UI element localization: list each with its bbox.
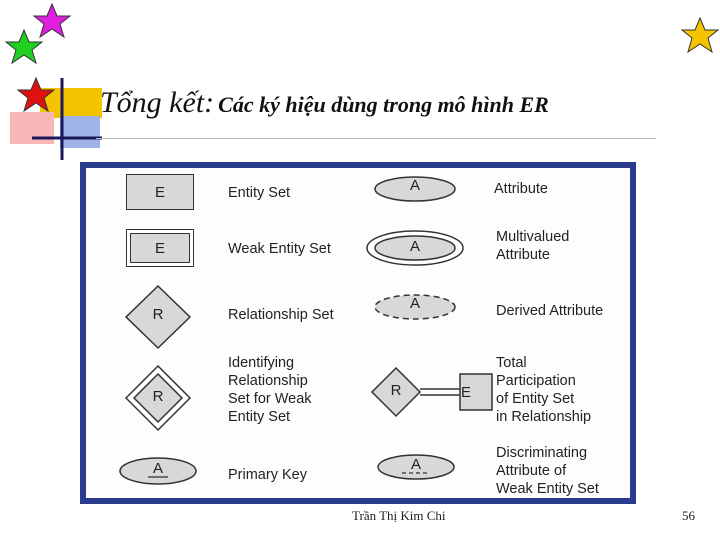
page-title — [100, 86, 549, 120]
discriminating-attribute-letter: A — [410, 456, 421, 473]
er-notation-panel — [80, 162, 636, 504]
weak-entity-letter: E — [154, 239, 165, 257]
label-multivalued-attribute: Multivalued Attribute — [496, 229, 570, 263]
title-divider — [96, 138, 656, 139]
entity-letter: E — [154, 183, 165, 201]
title-sub: Các ký hiệu dùng trong mô hình ER — [218, 92, 549, 117]
label-total-participation: Total Participation of Entity Set in Relationship — [496, 355, 592, 425]
identifying-relationship-letter: R — [152, 388, 164, 405]
label-discriminating-attribute: Discriminating Attribute of Weak Entity Set — [496, 445, 599, 497]
decorative-stars — [0, 0, 110, 170]
er-notation-table — [86, 168, 630, 498]
green-star-icon — [6, 30, 42, 63]
label-relationship-set: Relationship Set — [228, 307, 334, 323]
total-participation-entity-letter: E — [460, 384, 471, 401]
label-weak-entity-set: Weak Entity Set — [228, 241, 331, 257]
multivalued-attribute-letter: A — [409, 238, 420, 255]
weak-entity-set-symbol — [126, 229, 194, 267]
yellow-star-icon — [680, 16, 720, 56]
label-entity-set: Entity Set — [228, 185, 291, 201]
total-participation-relationship-letter: R — [390, 382, 402, 399]
label-identifying-relationship: Identifying Relationship Set for Weak Entity Set — [228, 355, 312, 425]
label-derived-attribute: Derived Attribute — [496, 303, 604, 319]
relationship-letter: R — [152, 306, 164, 323]
label-attribute: Attribute — [494, 181, 548, 197]
weak-entity-inner — [130, 233, 190, 263]
entity-set-symbol — [126, 174, 194, 210]
page-number: 56 — [682, 508, 695, 523]
label-primary-key: Primary Key — [228, 467, 307, 483]
footer-author: Trần Thị Kim Chi — [352, 508, 446, 523]
magenta-star-icon — [34, 4, 70, 37]
derived-attribute-letter: A — [409, 295, 420, 312]
attribute-letter: A — [409, 177, 420, 194]
title-main: Tổng kết: — [100, 86, 215, 119]
blue-bar — [60, 116, 100, 148]
primary-key-letter: A — [152, 460, 163, 477]
